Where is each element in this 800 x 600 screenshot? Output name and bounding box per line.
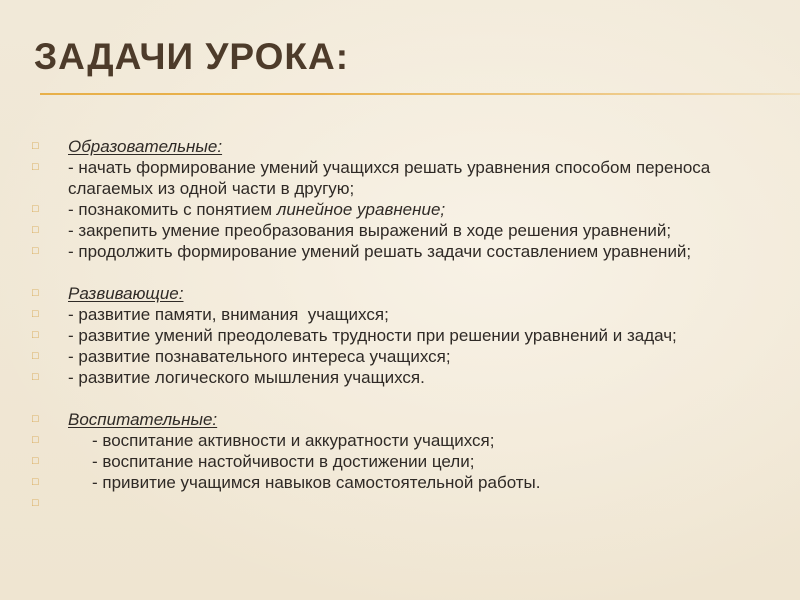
educational-item-4: - продолжить формирование умений решать задачи составлением уравнений; [68,242,692,261]
list-item [30,430,790,451]
upbringing-heading-item [30,409,790,430]
bullet-icon: □ [32,371,39,383]
educational-heading: Образовательные: [68,137,223,156]
bullet-icon: □ [32,329,39,341]
linear-equation-term: линейное уравнение; [276,200,446,219]
developmental-item-2: - развитие умений преодолевать трудности при решении уравнений и задач; [68,326,677,345]
bullet-icon: □ [32,245,39,257]
slide-body [30,136,790,514]
section-spacer [30,262,790,283]
bullet-icon: □ [32,476,39,488]
developmental-item-3: - развитие познавательного интереса учащихся; [68,347,451,366]
bullet-icon: □ [32,413,39,425]
developmental-item-1: - развитие памяти, внимания учащихся; [68,305,389,324]
bullet-icon: □ [32,287,39,299]
bullet-icon: □ [32,455,39,467]
list-item [30,325,790,346]
educational-item-2 [68,199,790,220]
bullet-icon: □ [32,434,39,446]
upbringing-item-2: - воспитание настойчивости в достижении цели; [92,452,475,471]
section-spacer [30,388,790,409]
developmental-heading: Развивающие: [68,284,184,303]
list-item [30,199,790,220]
educational-item-1: - начать формирование умений учащихся решать уравнения способом переноса слагаемых из одной части в другую; [68,158,715,198]
upbringing-heading: Воспитательные: [68,410,218,429]
list-item-empty [30,493,790,514]
educational-item-2-text: - познакомить с понятием [68,200,277,219]
developmental-heading-item [30,283,790,304]
bullet-icon: □ [32,308,39,320]
upbringing-item-3: - привитие учащимся навыков самостоятельной работы. [92,473,541,492]
educational-heading-item [30,136,790,157]
upbringing-item-1: - воспитание активности и аккуратности учащихся; [92,431,495,450]
list-item [30,346,790,367]
title-divider [40,93,800,95]
list-item [30,220,790,241]
educational-item-3: - закрепить умение преобразования выражений в ходе решения уравнений; [68,221,672,240]
list-item [30,451,790,472]
bullet-icon: □ [32,140,39,152]
developmental-item-4: - развитие логического мышления учащихся. [68,368,425,387]
bullet-icon: □ [32,497,39,509]
list-item [30,241,790,262]
bullet-icon: □ [32,224,39,236]
bullet-icon: □ [32,350,39,362]
list-item [30,157,790,199]
bullet-icon: □ [32,161,39,173]
slide-title: ЗАДАЧИ УРОКА: [34,36,350,77]
list-item [30,367,790,388]
list-item [30,472,790,493]
bullet-icon: □ [32,203,39,215]
list-item [30,304,790,325]
